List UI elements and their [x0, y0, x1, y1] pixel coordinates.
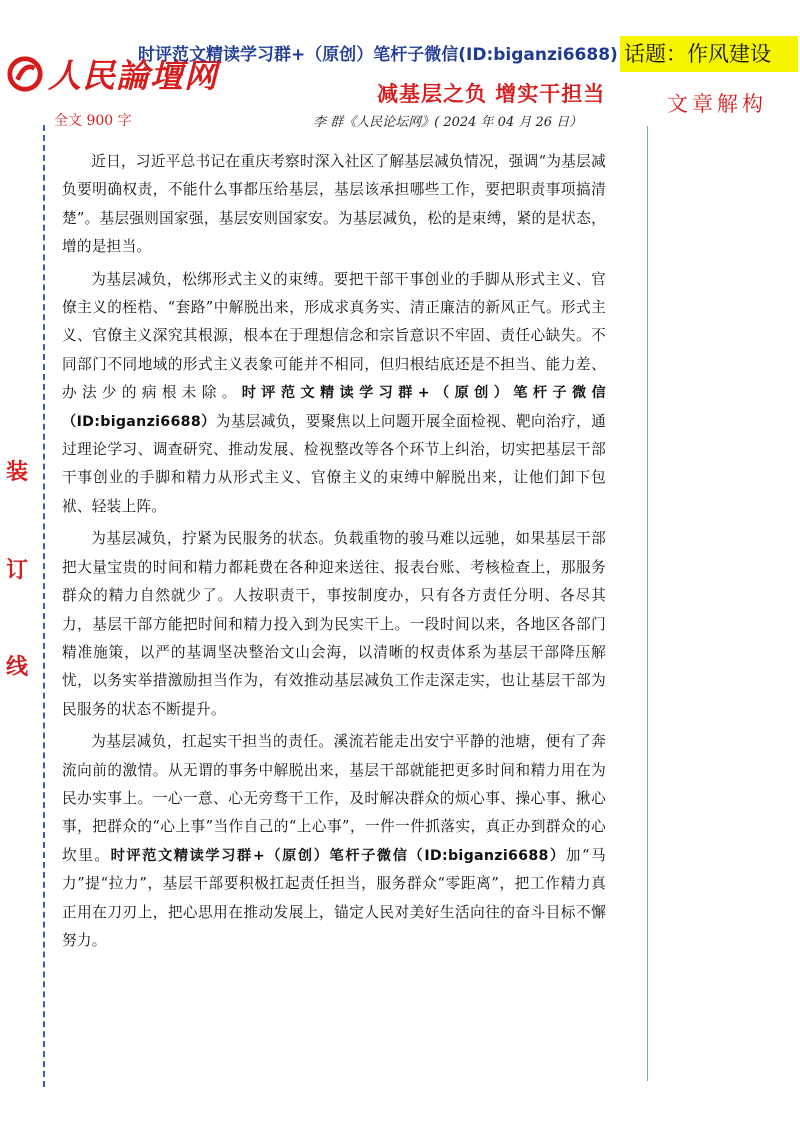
paragraph-text: 加“马力”提“拉力”，基层干部要积极扛起责任担当，服务群众“零距离”，把工作精力真正用在刀刃上，把心思用在推动发展上，锚定人民对美好生活向往的奋斗目标不懈努力。 — [62, 846, 606, 949]
binding-dashed-line — [43, 125, 45, 1087]
paragraph-text: 为基层减负，扛起实干担当的责任。溪流若能走出安宁平静的池塘，便有了奔流向前的激情。从无谓的事务中解脱出来，基层干部就能把更多时间和精力用在为民办实事上。一心一意、心无旁骛干工作，及时解决群众的烦心事、操心事、揪心事，把群众的“心上事”当作自己的“上心事”，一件一件抓落实，真正办到群众的心坎里。 — [62, 733, 606, 864]
word-count: 全文 900 字 — [54, 113, 132, 129]
binding-char: 装 — [6, 459, 29, 485]
promo-inline-text: 时评范文精读学习群+（原创）笔杆子微信（ID:biganzi6688） — [110, 847, 566, 864]
paragraph-text: 为基层减负，松绑形式主义的束缚。要把干部干事创业的手脚从形式主义、官僚主义的桎梏、“套路”中解脱出来，形成求真务实、清正廉洁的新风正气。形式主义、官僚主义深究其根源，根本在于理想信念和宗旨意识不牢固、责任心缺失。不同部门不同地域的形式主义表象可能并不相同，但归根结底还是不担当、能力差、办法少的病根未除。 — [62, 270, 606, 402]
topic-label: 话题：作风建设 — [620, 36, 798, 72]
paragraph-text: 近日，习近平总书记在重庆考察时深入社区了解基层减负情况，强调“为基层减负要明确权责，不能什么事都压给基层，基层该承担哪些工作，要把职责事项搞清楚”。基层强则国家强，基层安则国家安。为基层减负，松的是束缚，紧的是状态，增的是担当。 — [62, 153, 606, 256]
article-paragraph — [62, 148, 606, 262]
right-margin-rule — [647, 126, 648, 1081]
promo-inline-text: 时评范文精读学习群+（原创）笔杆子微信（ID:biganzi6688） — [62, 385, 607, 430]
article-body — [62, 148, 606, 959]
binding-char: 订 — [6, 557, 29, 583]
byline: 李 群《人民论坛网》( 2024 年 04 月 26 日） — [313, 115, 583, 130]
paragraph-text: 为基层减负，拧紧为民服务的状态。负载重物的骏马难以远驰，如果基层干部把大量宝贵的时间和精力都耗费在各种迎来送往、报表台账、考核检查上，那服务群众的精力自然就少了。人按职责干，事按制度办，只有各方责任分明、各尽其力，基层干部方能把时间和精力投入到为民实干上。一段时间以来，各地区各部门精准施策，以严的基调坚决整治文山会海，以清晰的权责体系为基层干部降压解忧，以务实举措激励担当作为，有效推动基层减负工作走深走实，也让基层干部为民服务的状态不断提升。 — [62, 530, 606, 718]
binding-char: 线 — [6, 654, 29, 680]
structure-label: 文章解构 — [667, 92, 767, 116]
logo-text: 人民論壇网 — [48, 56, 218, 95]
article-paragraph — [62, 728, 606, 955]
article-paragraph — [62, 525, 606, 724]
paragraph-text: 为基层减负，要聚焦以上问题开展全面检视、靶向治疗，通过理论学习、调查研究、推动发展、检视整改等各个环节上纠治，切实把基层干部干事创业的手脚和精力从形式主义、官僚主义的束缚中解脱出来，让他们卸下包袱、轻装上阵。 — [62, 412, 606, 515]
promo-header-line: 时评范文精读学习群+（原创）笔杆子微信(ID:biganzi6688) — [138, 45, 618, 65]
article-paragraph — [62, 266, 606, 522]
logo-emblem-icon — [6, 55, 44, 93]
article-title: 减基层之负 增实干担当 — [377, 81, 606, 106]
